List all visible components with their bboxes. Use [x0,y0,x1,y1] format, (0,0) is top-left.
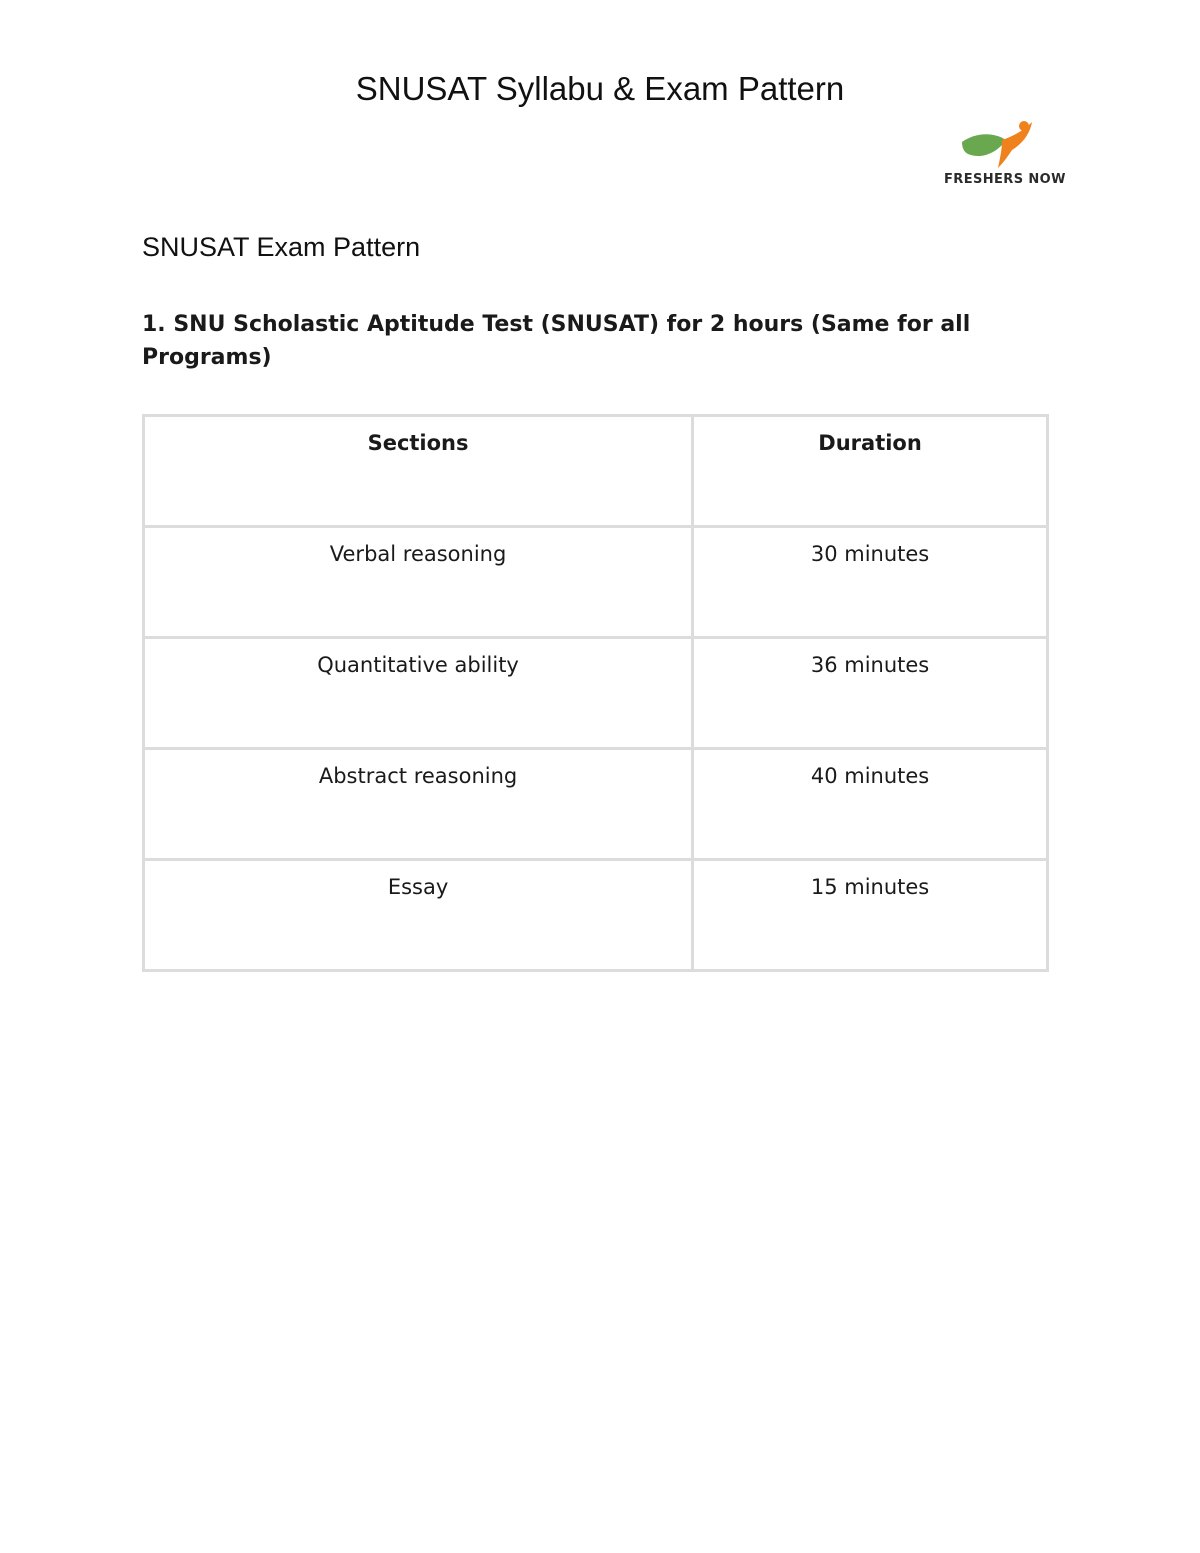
freshers-now-logo [940,116,1066,192]
table-cell-section: Quantitative ability [144,638,693,749]
table-row [144,638,1048,749]
exam-subheading: 1. SNU Scholastic Aptitude Test (SNUSAT) for 2 hours (Same for all Programs) [142,312,971,370]
table-cell-duration: 40 minutes [693,749,1048,860]
freshers-now-logo-icon [958,116,1042,172]
table-header-sections: Sections [144,416,693,527]
exam-pattern-table [142,414,1049,972]
table-cell-section: Essay [144,860,693,971]
table-header-row [144,416,1048,527]
document-title: SNUSAT Syllabu & Exam Pattern [355,70,845,107]
table-cell-section: Verbal reasoning [144,527,693,638]
table-cell-duration: 36 minutes [693,638,1048,749]
table-cell-duration: 15 minutes [693,860,1048,971]
table-row [144,860,1048,971]
table-header-duration: Duration [693,416,1048,527]
table-cell-section: Abstract reasoning [144,749,693,860]
logo-text: FRESHERS NOW [944,172,1066,187]
table-row [144,527,1048,638]
table-cell-duration: 30 minutes [693,527,1048,638]
section-heading: SNUSAT Exam Pattern [142,232,421,262]
table-row [144,749,1048,860]
